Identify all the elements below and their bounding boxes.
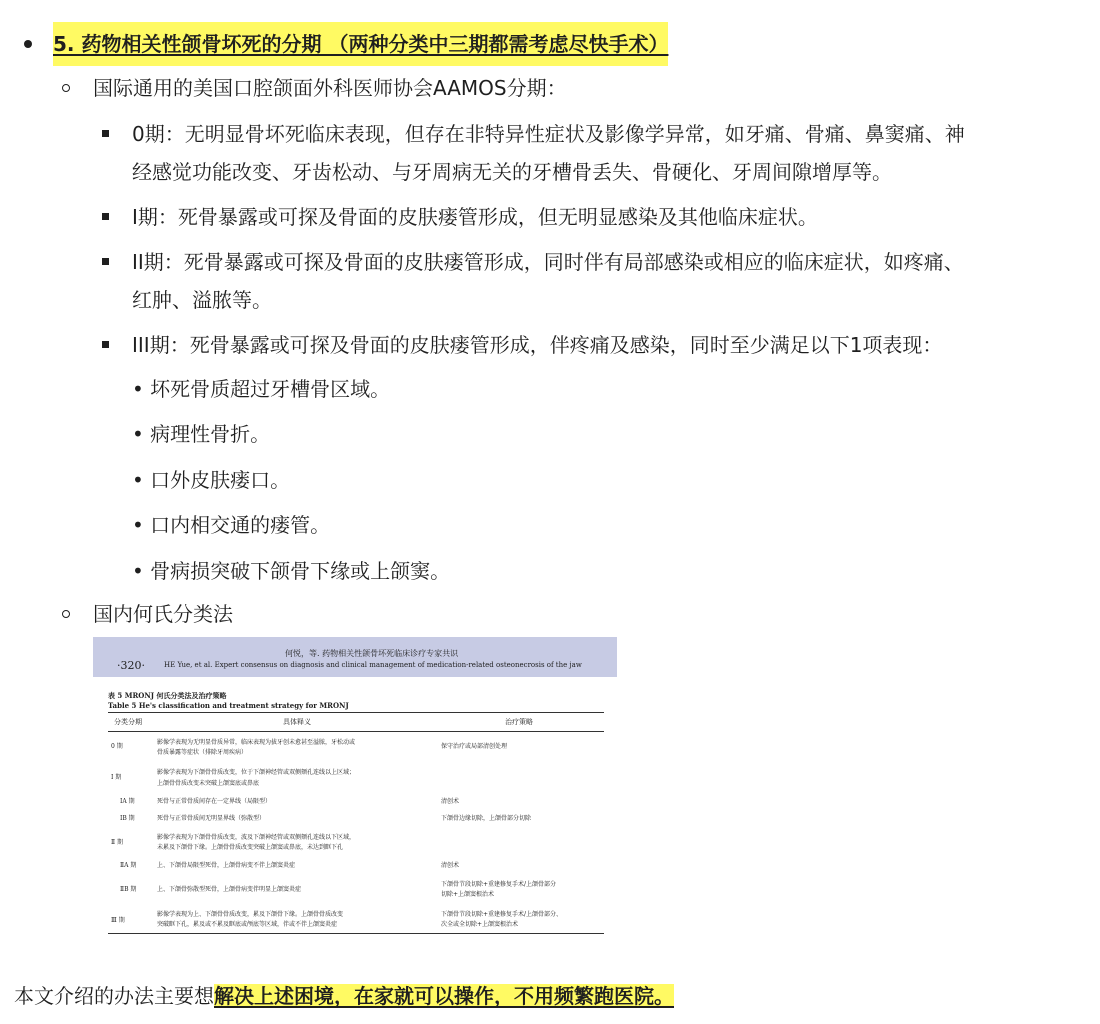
section-heading: 5. 药物相关性颌骨坏死的分期 （两种分类中三期都需考虑尽快手术） [53, 22, 668, 66]
aamos-title: 国际通用的美国口腔颌面外科医师协会AAMOS分期： [93, 76, 567, 100]
footer-highlight: 解决上述困境，在家就可以操作，不用频繁跑医院。 [214, 984, 674, 1008]
figure-caption-cn: 表 5 MRONJ 何氏分类法及治疗策略 [108, 691, 227, 700]
stage3-item: • 骨病损突破下颌骨下缘或上颌窦。 [132, 559, 451, 583]
stage3-item: • 口外皮肤瘘口。 [132, 468, 291, 492]
table-desc: 上颌骨骨质改变未突破上颌窦底或鼻底 [157, 780, 260, 787]
table-desc: 突破眶下孔，累及或不累及眶底或颅底等区域，伴或不伴上颌窦炎症 [157, 921, 338, 928]
stage0-line1: 0期：无明显骨坏死临床表现，但存在非特异性症状及影像学异常，如牙痛、骨痛、鼻窦痛、神 [132, 122, 965, 146]
stage3-item: • 口内相交通的瘘管。 [132, 513, 331, 537]
stage3-bullet-icon [102, 341, 109, 348]
he-classification-figure [93, 637, 617, 942]
stage3-item: • 病理性骨折。 [132, 422, 271, 446]
stage2-line1: II期：死骨暴露或可探及骨面的皮肤瘘管形成，同时伴有局部感染或相应的临床症状，如疼痛、 [132, 250, 964, 274]
stage0-line2: 经感觉功能改变、牙齿松动、与牙周病无关的牙槽骨丢失、骨硬化、牙周间隙增厚等。 [132, 160, 892, 184]
table-desc: 上、下颌骨局限型死骨，上颌骨病变不伴上颌窦炎症 [157, 862, 296, 869]
figure-page-number: ·320· [117, 659, 145, 672]
figure-caption-en: Table 5 He's classification and treatment strategy for MRONJ [108, 701, 349, 710]
stage2-line2: 红肿、溢脓等。 [132, 288, 272, 312]
table-top-rule [108, 712, 604, 713]
table-treatment: 下颌骨节段切除+重建修复手术/上颌骨部分、 [441, 911, 563, 918]
column-header: 具体释义 [283, 718, 311, 726]
table-treatment: 清创术 [441, 798, 460, 805]
table-treatment: 保守治疗或局部清创处理 [441, 743, 508, 750]
table-header-rule [108, 731, 604, 732]
figure-header-cn: 何悦，等. 药物相关性颌骨坏死临床诊疗专家共识 [285, 649, 459, 658]
table-stage: Ⅱ 期 [111, 839, 123, 846]
figure-header-en: HE Yue, et al. Expert consensus on diagnosis and clinical management of medication-related osteonecrosis of the jaw [164, 661, 582, 669]
table-stage: ⅠA 期 [120, 798, 135, 805]
table-treatment: 次全或全切除+上颌窦根治术 [441, 921, 519, 928]
table-stage: ⅠB 期 [120, 815, 135, 822]
table-treatment: 清创术 [441, 862, 460, 869]
footer-prefix: 本文介绍的办法主要想 [14, 984, 214, 1008]
table-stage: ⅡB 期 [120, 886, 137, 893]
stage3-text: III期：死骨暴露或可探及骨面的皮肤瘘管形成，伴疼痛及感染，同时至少满足以下1项表现： [132, 333, 943, 357]
table-desc: 死骨与正常骨质间存在一定界线（局限型） [157, 798, 272, 805]
table-stage: 0 期 [111, 743, 123, 750]
table-desc: 上、下颌骨弥散型死骨，上颌骨病变伴明显上颌窦炎症 [157, 886, 302, 893]
table-treatment: 下颌骨节段切除+重建修复手术/上颌骨部分 [441, 881, 557, 888]
table-desc: 影像学表现为下颌骨骨质改变，波及下颌神经管或双侧颏孔连线以下区域， [157, 834, 356, 841]
column-header: 治疗策略 [505, 718, 533, 726]
table-desc: 影像学表现为无明显骨质异常，临床表现为拔牙创未愈甚至溢脓，牙松动或 [157, 739, 356, 746]
table-treatment: 切除+上颌窦根治术 [441, 891, 495, 898]
table-stage: Ⅰ 期 [111, 774, 122, 781]
stage1-text: I期：死骨暴露或可探及骨面的皮肤瘘管形成，但无明显感染及其他临床症状。 [132, 205, 818, 229]
he-bullet-icon [62, 610, 70, 618]
table-desc: 死骨与正常骨质间无明显界线（弥散型） [157, 815, 266, 822]
table-desc: 骨质暴露等症状（排除牙周疾病） [157, 749, 248, 756]
stage3-item: • 坏死骨质超过牙槽骨区域。 [132, 377, 391, 401]
table-desc: 影像学表现为上、下颌骨骨质改变，累及下颌骨下缘。上颌骨骨质改变 [157, 911, 344, 918]
footer-paragraph [14, 974, 674, 1018]
table-desc: 未累及下颌骨下缘。上颌骨骨质改变突破上颌窦或鼻底，未达到眶下孔 [157, 844, 344, 851]
table-treatment: 下颌骨边缘切除，上颌骨部分切除 [441, 815, 532, 822]
aamos-bullet-icon [62, 84, 70, 92]
heading-bullet-icon [24, 40, 32, 48]
table-stage: ⅡA 期 [120, 862, 137, 869]
table-stage: Ⅲ 期 [111, 917, 125, 924]
table-bottom-rule [108, 933, 604, 934]
column-header: 分类分期 [114, 718, 142, 726]
he-title: 国内何氏分类法 [93, 602, 233, 626]
stage0-bullet-icon [102, 130, 109, 137]
stage1-bullet-icon [102, 213, 109, 220]
stage2-bullet-icon [102, 258, 109, 265]
table-desc: 影像学表现为下颌骨骨质改变，位于下颌神经管或双侧颏孔连线以上区域； [157, 769, 356, 776]
